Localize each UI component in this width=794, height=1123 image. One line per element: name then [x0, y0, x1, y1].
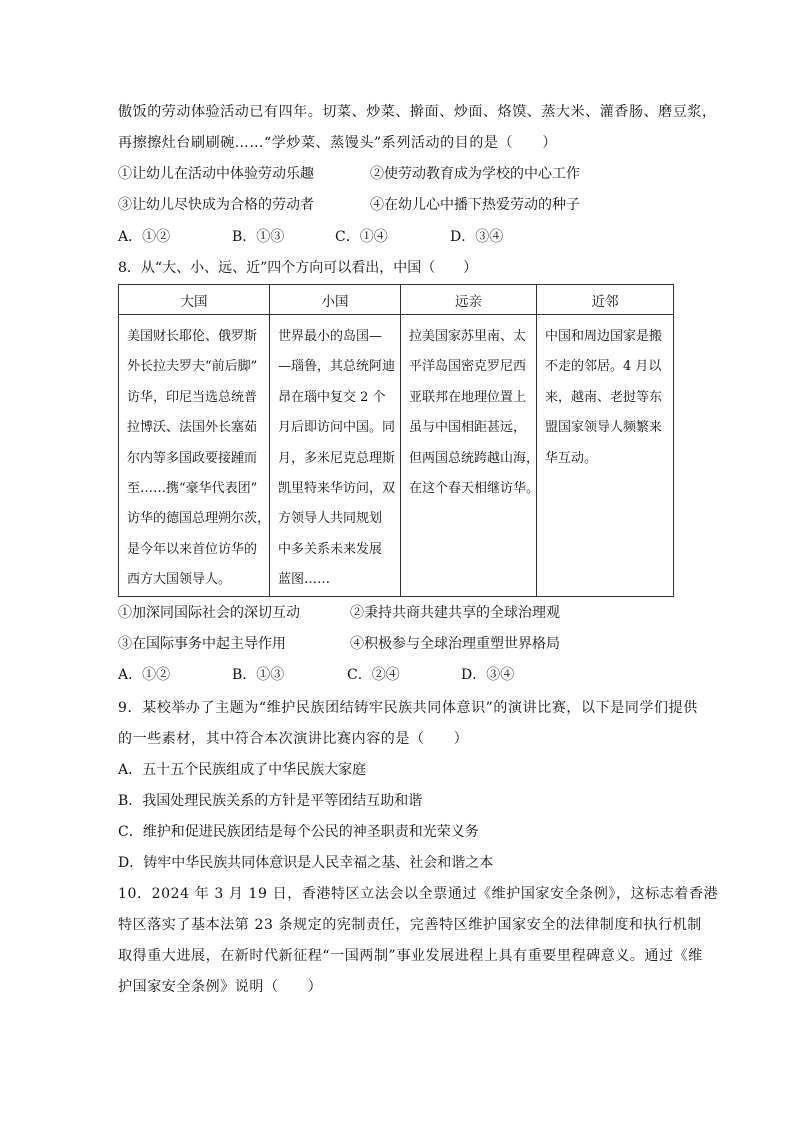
q7-statement-1: ①让幼儿在活动中体验劳动乐趣 [118, 166, 314, 182]
header-distant-relatives: 远亲 [401, 285, 537, 315]
q7-option-b: B．①③ [232, 229, 285, 245]
header-neighbors: 近邻 [537, 285, 674, 315]
cell-line: 拉美国家苏里南、太 [409, 329, 527, 344]
cell-line: 平洋岛国密克罗尼西 [409, 359, 527, 375]
q7-statement-3: ③让幼儿尽快成为合格的劳动者 [118, 197, 314, 213]
cell-line: 虽与中国相距甚远， [409, 420, 527, 436]
cell-line: 凯里特来华访问，双 [278, 481, 396, 497]
cell-line: 访华的德国总理朔尔茨， [127, 511, 271, 527]
q8-option-d: D．③④ [461, 667, 515, 683]
q7-stem-line-1: 傲饭的劳动体验活动已有四年。切菜、炒菜、擀面、炒面、烙馍、蒸大米、灌香肠、磨豆浆， [118, 104, 717, 120]
q8-statement-4: ④积极参与全球治理重塑世界格局 [350, 636, 560, 652]
q9-choice-b: B．我国处理民族关系的方针是平等团结互助和谐 [118, 793, 423, 809]
cell-line: 盟国家领导人频繁来 [545, 420, 663, 436]
cell-line: 方领导人共同规划 [278, 511, 383, 527]
q9-stem-line-1: 9．某校举办了主题为“维护民族团结铸牢民族共同体意识”的演讲比赛，以下是同学们提供 [118, 700, 698, 716]
cell-line: 美国财长耶伦、俄罗斯 [127, 329, 258, 344]
cell-major-countries [119, 315, 270, 597]
cell-line: 亚联邦在地理位置上 [409, 389, 527, 405]
cell-distant-relatives [401, 315, 540, 597]
cell-line: 月，多米尼克总理斯 [278, 450, 396, 466]
q9-choice-a: A．五十五个民族组成了中华民族大家庭 [118, 762, 367, 778]
cell-line: 来，越南、老挝等东 [545, 389, 663, 405]
q7-option-d: D．③④ [450, 229, 504, 245]
q9-choice-c: C．维护和促进民族团结是每个公民的神圣职责和光荣义务 [118, 824, 479, 840]
q9-stem-line-2: 的一些素材，其中符合本次演讲比赛内容的是（ ） [118, 731, 469, 747]
q8-table [118, 284, 674, 597]
cell-line: 中多关系未来发展 [278, 541, 383, 557]
cell-line: 不走的邻居。4 月以 [545, 359, 662, 375]
header-small-countries: 小国 [270, 285, 401, 315]
q8-option-b: B．①③ [232, 667, 285, 683]
cell-line: 中国和周边国家是搬 [545, 329, 663, 344]
cell-line: 尔内等多国政要接踵而 [127, 450, 258, 466]
cell-line: 华互动。 [545, 450, 598, 466]
q7-option-a: A．①② [118, 229, 171, 245]
cell-line: 月后即访问中国。同 [278, 420, 396, 436]
cell-line: 昂在瑙中复交 2 个 [278, 389, 386, 405]
cell-line: 但两国总统跨越山海， [409, 450, 540, 466]
cell-line: 是今年以来首位访华的 [127, 541, 258, 557]
cell-line: 在这个春天相继访华。 [409, 481, 540, 497]
cell-line: 西方大国领导人。 [127, 572, 232, 588]
q10-stem-line-3: 取得重大进展，在新时代新征程“一国两制”事业发展进程上具有重要里程碑意义。通过《维 [118, 948, 703, 964]
cell-small-countries [270, 315, 401, 597]
q7-statement-4: ④在幼儿心中播下热爱劳动的种子 [370, 197, 580, 213]
q8-option-c: C．②④ [347, 667, 400, 683]
header-major-countries: 大国 [119, 285, 270, 315]
cell-line: 至……携“豪华代表团” [127, 481, 258, 497]
q10-stem-line-4: 护国家安全条例》说明（ ） [118, 979, 323, 995]
q7-stem-line-2: 再擦擦灶台刷刷碗……“学炒菜、蒸馒头”系列活动的目的是（ ） [118, 135, 557, 151]
q8-statement-2: ②秉持共商共建共享的全球治理观 [350, 605, 560, 621]
q8-statement-1: ①加深同国际社会的深切互动 [118, 605, 300, 621]
q8-statement-3: ③在国际事务中起主导作用 [118, 636, 286, 652]
q10-stem-line-2: 特区落实了基本法第 23 条规定的宪制责任，完善特区维护国家安全的法律制度和执行机制 [118, 917, 702, 933]
cell-line: 拉博沃、法国外长塞茹 [127, 420, 258, 436]
cell-line: 蓝图…… [278, 572, 331, 588]
q9-choice-d: D．铸牢中华民族共同体意识是人民幸福之基、社会和谐之本 [118, 855, 494, 871]
cell-line: —瑙鲁，其总统阿迪 [278, 359, 396, 375]
q7-statement-2: ②使劳动教育成为学校的中心工作 [370, 166, 580, 182]
q8-stem: 8．从“大、小、远、近”四个方向可以看出，中国（ ） [118, 260, 478, 276]
q10-stem-line-1: 10．2024 年 3 月 19 日，香港特区立法会以全票通过《维护国家安全条例》，这标志着香港 [118, 886, 719, 902]
cell-line: 访华，印尼当选总统普 [127, 389, 258, 405]
q7-option-c: C．①④ [335, 229, 388, 245]
cell-line: 外长拉夫罗夫“前后脚” [127, 359, 258, 375]
cell-line: 世界最小的岛国— [278, 329, 383, 344]
cell-neighbors [537, 315, 674, 597]
q8-option-a: A．①② [118, 667, 171, 683]
